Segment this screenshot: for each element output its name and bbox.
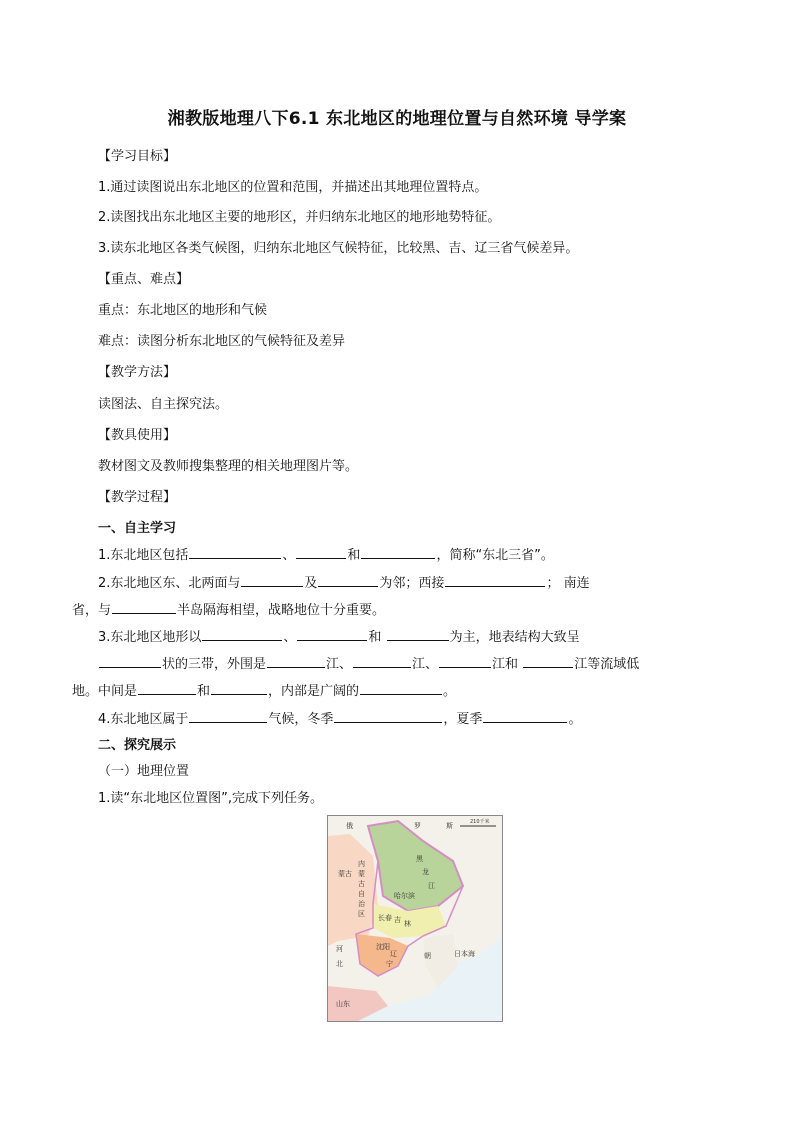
q2-blank-2[interactable] [318,573,378,587]
q3-text-k: 和 [197,684,211,699]
q1-blank-2[interactable] [296,545,346,559]
label-scale: 210千米 [470,819,490,825]
subsection-geo-location: （一）地理位置 [98,764,190,779]
question-2-line-2 [72,600,385,620]
goal-3: 3.读东北地区各类气候图，归纳东北地区气候特征，比较黑、吉、辽三省气候差异。 [98,241,579,256]
q3-blank-4[interactable] [99,654,161,668]
label-harbin: 哈尔滨 [394,892,415,900]
q3-blank-7[interactable] [439,654,491,668]
q1-blank-1[interactable] [189,545,281,559]
label-russia-1: 俄 [346,822,353,830]
label-korea: 朝 [424,952,431,960]
label-jl-1: 吉 [394,916,401,924]
q3-text-m: 。 [443,684,457,699]
label-hlj-1: 黑 [416,855,423,863]
q3-blank-9[interactable] [138,681,196,695]
label-inner-5: 治 [358,900,365,908]
q3-text-b: 、 [283,630,297,645]
q4-blank-2[interactable] [334,709,442,723]
q3-text-a: 3.东北地区地形以 [98,630,202,645]
section-teaching-method: 【教学方法】 [98,365,177,380]
q2-text-c: 为邻；西接 [379,576,445,591]
q3-text-f: 江、 [326,657,353,672]
label-inner-1: 内 [358,860,365,868]
q3-text-j: 地。中间是 [72,684,138,699]
question-1 [98,545,554,565]
q4-text-c: ，夏季 [443,712,483,727]
q1-text-d: ，简称“东北三省”。 [436,548,554,563]
q1-text-c: 和 [347,548,361,563]
teaching-tools: 教材图文及教师搜集整理的相关地理图片等。 [98,459,359,474]
label-hlj-3: 江 [428,882,435,890]
q2-text-b: 及 [304,576,318,591]
label-hebei-1: 河 [336,945,343,953]
label-shandong: 山东 [336,1000,350,1008]
q3-text-i: 江等流域低 [574,657,640,672]
goal-2: 2.读图找出东北地区主要的地形区，并归纳东北地区的地形地势特征。 [98,210,501,225]
label-jl-2: 林 [404,920,411,928]
goal-1: 1.通过读图说出东北地区的位置和范围，并描述出其地理位置特点。 [98,180,488,195]
question-2-line-1 [98,573,590,593]
label-inner-6: 区 [358,910,365,918]
teaching-method: 读图法、自主探究法。 [98,397,229,412]
section-teaching-process: 【教学过程】 [98,490,177,505]
label-russia-2: 罗 [414,822,421,830]
part1-title: 一、自主学习 [98,521,177,536]
q4-blank-3[interactable] [483,709,567,723]
task-1: 1.读“东北地区位置图”,完成下列任务。 [98,791,324,806]
q4-blank-1[interactable] [189,709,267,723]
label-inner-2: 蒙 [358,870,365,878]
question-4 [98,709,581,729]
q3-blank-3[interactable] [387,627,449,641]
label-hlj-2: 龙 [422,868,429,876]
label-inner-3: 古 [358,880,365,888]
q1-text-a: 1.东北地区包括 [98,548,189,563]
difficult-point: 难点：读图分析东北地区的气候特征及差异 [98,334,346,349]
section-teaching-tools: 【教具使用】 [98,428,177,443]
question-3-line-3 [72,681,456,701]
label-hebei-2: 北 [336,960,343,968]
q2-blank-4[interactable] [112,600,176,614]
label-ln-1: 辽 [390,950,397,958]
q3-blank-6[interactable] [353,654,411,668]
northeast-location-map [327,815,503,1022]
label-changchun: 长春 [378,914,392,922]
q1-blank-3[interactable] [361,545,435,559]
q3-blank-2[interactable] [297,627,367,641]
q1-text-b: 、 [282,548,296,563]
q4-text-a: 4.东北地区属于 [98,712,189,727]
key-point: 重点：东北地区的地形和气候 [98,303,268,318]
q2-blank-3[interactable] [445,573,545,587]
q2-blank-1[interactable] [241,573,303,587]
q2-text-a: 2.东北地区东、北两面与 [98,576,241,591]
section-key-points: 【重点、难点】 [98,272,190,287]
q3-blank-5[interactable] [267,654,325,668]
q3-text-e: 状的三带，外围是 [162,657,267,672]
label-russia-3: 斯 [446,822,453,830]
q3-text-l: ，内部是广阔的 [268,684,360,699]
q3-blank-11[interactable] [360,681,442,695]
q3-text-d: 为主，地表结构大致呈 [449,630,580,645]
q3-text-g: 江、 [412,657,439,672]
map-graphic [328,816,502,1021]
part2-title: 二、探究展示 [98,738,177,753]
page-title: 湘教版地理八下6.1 东北地区的地理位置与自然环境 导学案 [167,109,627,129]
q3-text-c: 和 [368,630,386,645]
label-ln-2: 宁 [386,960,393,968]
section-learning-goals: 【学习目标】 [98,149,177,164]
label-shenyang: 沈阳 [376,943,390,951]
q3-blank-1[interactable] [202,627,282,641]
label-japan-sea: 日本海 [454,950,475,958]
question-3-line-1 [98,627,580,647]
q2-text-d: ； 南连 [546,576,590,591]
q4-text-b: 气候，冬季 [268,712,334,727]
q2-text-f: 半岛隔海相望，战略地位十分重要。 [177,603,386,618]
q2-text-e: 省，与 [72,603,112,618]
q3-blank-8[interactable] [523,654,573,668]
q3-text-h: 江和 [492,657,523,672]
label-inner-4: 自 [358,890,365,898]
q4-text-d: 。 [568,712,582,727]
label-mongolia: 蒙古 [338,870,352,878]
question-3-line-2 [98,654,639,674]
q3-blank-10[interactable] [211,681,267,695]
